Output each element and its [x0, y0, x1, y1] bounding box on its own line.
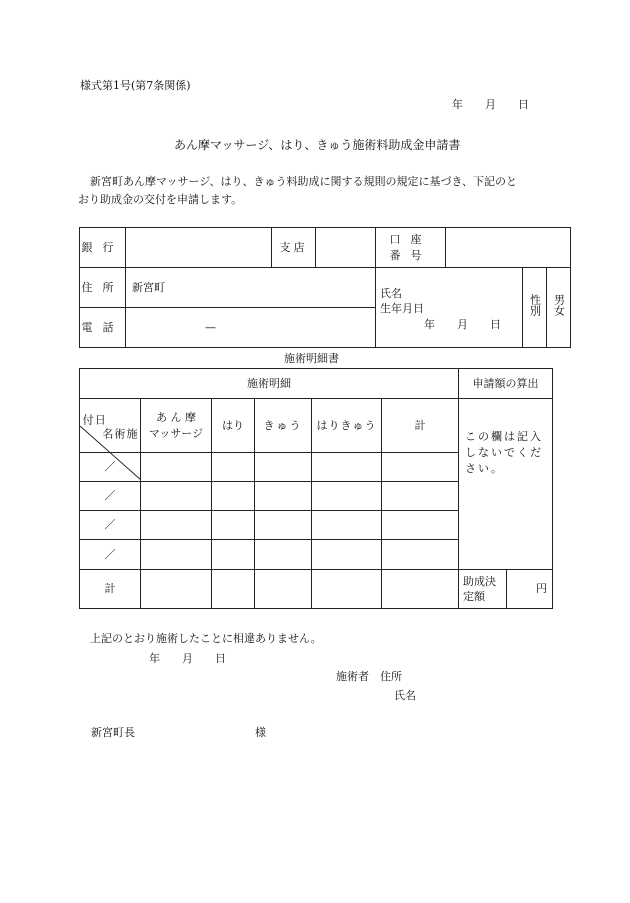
hari-cell[interactable] — [212, 511, 255, 540]
kyu-cell[interactable] — [255, 511, 312, 540]
address-label-cell: 住所 — [80, 268, 126, 308]
bank-input[interactable] — [126, 228, 272, 268]
declaration: 上記のとおり施術したことに相違ありません。 — [90, 632, 322, 645]
sex-label-cell: 性別 — [523, 268, 547, 348]
massage-cell[interactable] — [141, 482, 212, 511]
massage-cell[interactable] — [141, 511, 212, 540]
hari-cell[interactable] — [212, 453, 255, 482]
kyu-cell[interactable] — [255, 453, 312, 482]
kyu-total-cell[interactable] — [255, 570, 312, 609]
calc-note-cell: この欄は記入しないでください。 — [459, 399, 553, 570]
form-title: あん摩マッサージ、はり、きゅう施術料助成金申請書 — [174, 138, 461, 152]
grant-amount-cell[interactable]: 円 — [507, 570, 553, 609]
harikyu-total-cell[interactable] — [312, 570, 382, 609]
detail-header: 施術明細 — [80, 369, 459, 399]
branch-input[interactable] — [316, 228, 376, 268]
practitioner-name-label: 氏名 — [394, 689, 416, 702]
col-harikyu: はりきゅう — [312, 399, 382, 453]
kyu-cell[interactable] — [255, 482, 312, 511]
phone-label-cell: 電話 — [80, 308, 126, 348]
kyu-cell[interactable] — [255, 540, 312, 570]
row-total-cell[interactable] — [382, 453, 459, 482]
phone-input[interactable]: — — [126, 308, 376, 348]
date-top: 年 月 日 — [452, 98, 529, 111]
diag-top-label: 施術名 — [100, 427, 138, 439]
honorific: 様 — [255, 726, 266, 739]
calc-header: 申請額の算出 — [459, 369, 553, 399]
col-hari: はり — [212, 399, 255, 453]
col-kyu: きゅう — [255, 399, 312, 453]
account-number-input[interactable] — [446, 228, 571, 268]
col-massage: あ ん 摩 マッサージ — [141, 399, 212, 453]
date-cell[interactable]: ／ — [80, 540, 141, 570]
date-cell[interactable]: ／ — [80, 511, 141, 540]
detail-caption: 施術明細書 — [284, 352, 339, 365]
treatment-detail-table — [79, 368, 553, 609]
massage-cell[interactable] — [141, 540, 212, 570]
hari-cell[interactable] — [212, 482, 255, 511]
branch-label-cell: 支店 — [272, 228, 316, 268]
harikyu-cell[interactable] — [312, 511, 382, 540]
applicant-table — [79, 227, 571, 348]
form-number: 様式第1号(第7条関係) — [80, 79, 191, 92]
total-row — [80, 570, 553, 609]
date-cell[interactable]: ／ — [80, 453, 141, 482]
hari-total-cell[interactable] — [212, 570, 255, 609]
intro-line-1: 新宮町あん摩マッサージ、はり、きゅう料助成に関する規則の規定に基づき、下記のと — [90, 175, 518, 188]
grant-label-cell: 助成決 定額 — [459, 570, 507, 609]
sex-options-cell[interactable]: 男女 — [547, 268, 571, 348]
date-bottom: 年 月 日 — [149, 652, 226, 665]
bank-label-cell: 銀行 — [80, 228, 126, 268]
massage-cell[interactable] — [141, 453, 212, 482]
address-input[interactable]: 新宮町 — [126, 268, 376, 308]
account-label-cell: 口座 番号 — [376, 228, 446, 268]
total-label: 計 — [80, 570, 141, 609]
harikyu-cell[interactable] — [312, 540, 382, 570]
harikyu-cell[interactable] — [312, 482, 382, 511]
diagonal-header-cell — [80, 399, 141, 453]
practitioner-address-label: 施術者 住所 — [336, 670, 402, 683]
col-total: 計 — [382, 399, 459, 453]
massage-total-cell[interactable] — [141, 570, 212, 609]
row-total-cell[interactable] — [382, 511, 459, 540]
row-total-cell[interactable] — [382, 482, 459, 511]
addressee: 新宮町長 — [91, 726, 135, 739]
intro-line-2: おり助成金の交付を申請します。 — [78, 193, 243, 206]
name-birth-cell[interactable]: 氏名 生年月日 年 月 日 — [376, 268, 523, 348]
grand-total-cell[interactable] — [382, 570, 459, 609]
harikyu-cell[interactable] — [312, 453, 382, 482]
row-total-cell[interactable] — [382, 540, 459, 570]
date-cell[interactable]: ／ — [80, 482, 141, 511]
hari-cell[interactable] — [212, 540, 255, 570]
diag-bottom-label: 日付 — [81, 413, 107, 425]
